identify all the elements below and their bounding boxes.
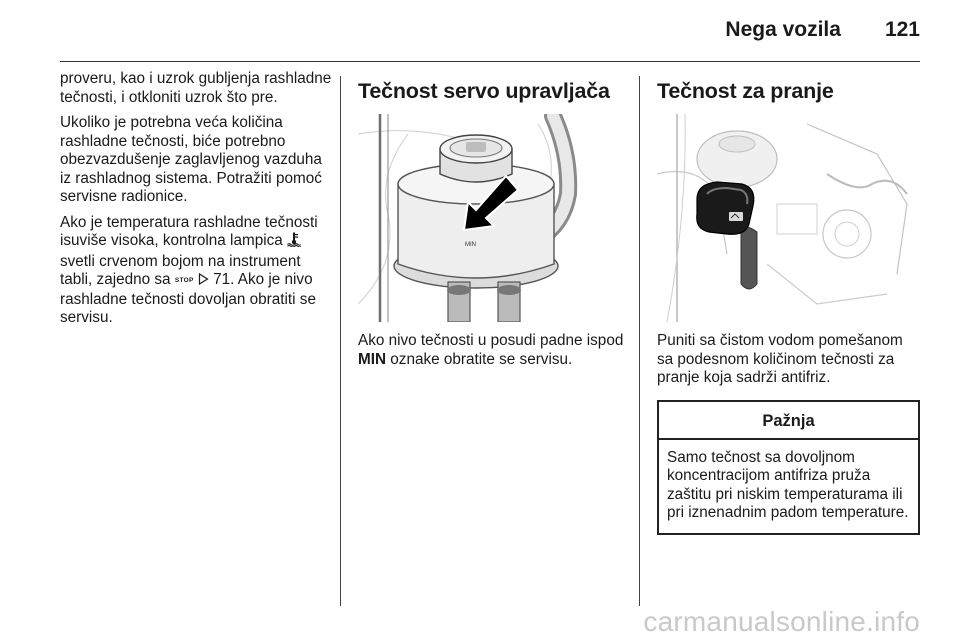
caution-note <box>657 400 920 535</box>
paragraph-1: proveru, kao i uzrok gubljenja rashladne tečnosti, i otkloniti uzrok što pre. <box>60 70 332 106</box>
column-divider-2 <box>639 76 640 606</box>
caution-note-body: Samo tečnost sa dovoljnom koncentracijom antifriza pruža zaštitu pri niskim temperaturama ili pri iznenadnim padom temperature. <box>667 448 909 521</box>
page-reference-arrow-icon <box>198 272 209 291</box>
column-divider-1 <box>340 76 341 606</box>
paragraph-3-part-1: Ako je temperatura rashladne tečnosti isuviše visoka, kontrolna lampica <box>60 213 318 249</box>
paragraph-2: Ukoliko je potrebna veća količina rashladne tečnosti, biće potrebno obezvazdušenje zaglavljenog vazduha iz rashladnog sistema. Potražiti pomoć servisne radionice. <box>60 114 322 205</box>
section-heading-power-steering: Tečnost servo upravljača <box>358 79 610 103</box>
power-steering-text <box>358 332 626 369</box>
header-title: Nega vozila <box>725 18 841 41</box>
page-number: 121 <box>884 18 920 41</box>
page-header <box>725 18 920 48</box>
paragraph-3 <box>60 214 332 328</box>
power-steering-text-part-2: oznake obratite se servisu. <box>390 350 573 368</box>
column-2 <box>358 70 626 376</box>
watermark: carmanualsonline.info <box>643 606 920 637</box>
washer-fluid-text: Puniti sa čistom vodom pomešanom sa podesnom količinom tečnosti za pranje koja sadrži antifriz. <box>657 332 903 386</box>
page-reference[interactable]: 71. <box>213 271 235 288</box>
washer-fluid-reservoir-image <box>657 114 920 322</box>
min-label: MIN <box>465 242 476 248</box>
column-1 <box>60 70 332 335</box>
paragraph-3-part-3: Ako je nivo rashladne tečnosti dovoljan obratiti se servisu. <box>60 271 316 326</box>
paragraph-3-part-2: svetli crvenom bojom na instrument tabli, zajedno sa <box>60 252 301 288</box>
min-mark-label: MIN <box>358 350 387 368</box>
section-heading-washer-fluid: Tečnost za pranje <box>657 79 834 103</box>
power-steering-reservoir-image <box>358 114 626 322</box>
column-3 <box>657 70 920 535</box>
coolant-temperature-icon <box>287 232 301 253</box>
caution-note-title: Pažnja <box>659 402 918 440</box>
header-rule <box>60 61 920 62</box>
stop-indicator-label: STOP <box>174 277 194 284</box>
power-steering-text-part-1: Ako nivo tečnosti u posudi padne ispod <box>358 332 624 349</box>
